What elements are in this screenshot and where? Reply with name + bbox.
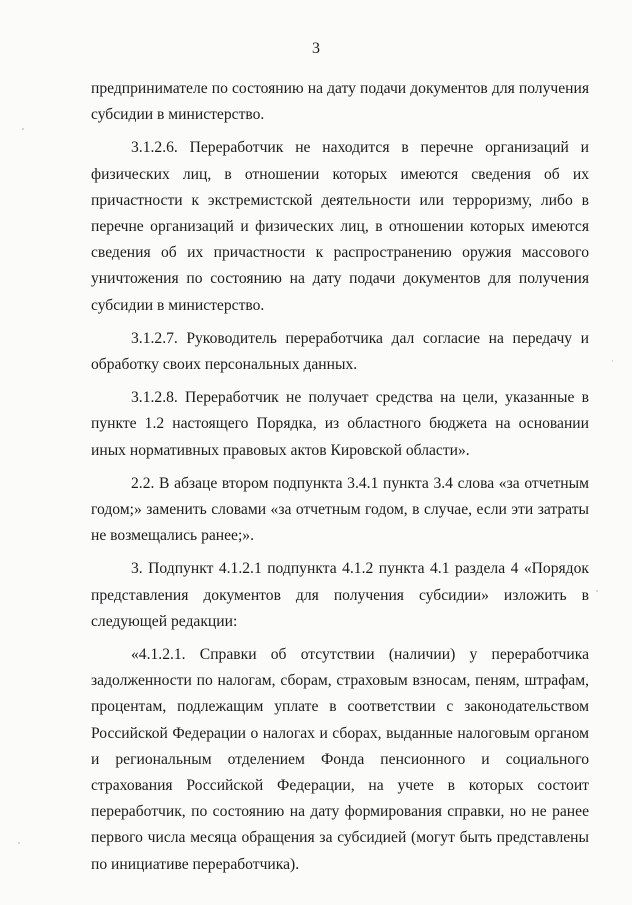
- page-number: 3: [312, 40, 320, 57]
- paragraph-continuation: предпринимателе по состоянию на дату подачи документов для получения субсидии в министерство.: [91, 80, 589, 124]
- paragraph-4-1-2-1: «4.1.2.1. Справки об отсутствии (наличии) у переработчика задолженности по налогам, сборам, страховым взносам, пеням, штрафам, процентам, подлежащим уплате в соответствии с законодательством Российской Федерации о налогах и сборах, выданные налоговым органом и региональным отделением Фонда пенсионного и социального страхования Российской Федерации, на учете в которых состоит переработчик, по состоянию на дату формирования справки, но не ранее первого числа месяца обращения за субсидией (могут быть представлены по инициативе переработчика).: [91, 646, 589, 873]
- scan-speck: [612, 360, 613, 362]
- scan-speck: [18, 842, 20, 844]
- scan-speck: [22, 128, 24, 130]
- paragraph-3-1-2-7: 3.1.2.7. Руководитель переработчика дал согласие на передачу и обработку своих персональных данных.: [91, 329, 589, 374]
- scan-speck: [596, 590, 598, 592]
- paragraph-3: 3. Подпункт 4.1.2.1 подпункта 4.1.2 пункта 4.1 раздела 4 «Порядок представления документов для получения субсидии» изложить в следующей редакции:: [91, 560, 589, 630]
- paragraph-3-1-2-8: 3.1.2.8. Переработчик не получает средства на цели, указанные в пункте 1.2 настоящего Порядка, из областного бюджета на основании иных нормативных правовых актов Кировской области».: [91, 389, 589, 459]
- document-body: [91, 76, 589, 885]
- paragraph-3-1-2-6: 3.1.2.6. Переработчик не находится в перечне организаций и физических лиц, в отношении которых имеются сведения об их причастности к экстремистской деятельности или терроризму, либо в перечне организаций и физических лиц, в отношении которых имеются сведения об их причастности к распространению оружия массового уничтожения по состоянию на дату подачи документов для получения субсидии в министерство.: [91, 139, 589, 314]
- paragraph-2-2: 2.2. В абзаце втором подпункта 3.4.1 пункта 3.4 слова «за отчетным годом;» заменить словами «за отчетным годом, в случае, если эти затраты не возмещались ранее;».: [91, 474, 589, 545]
